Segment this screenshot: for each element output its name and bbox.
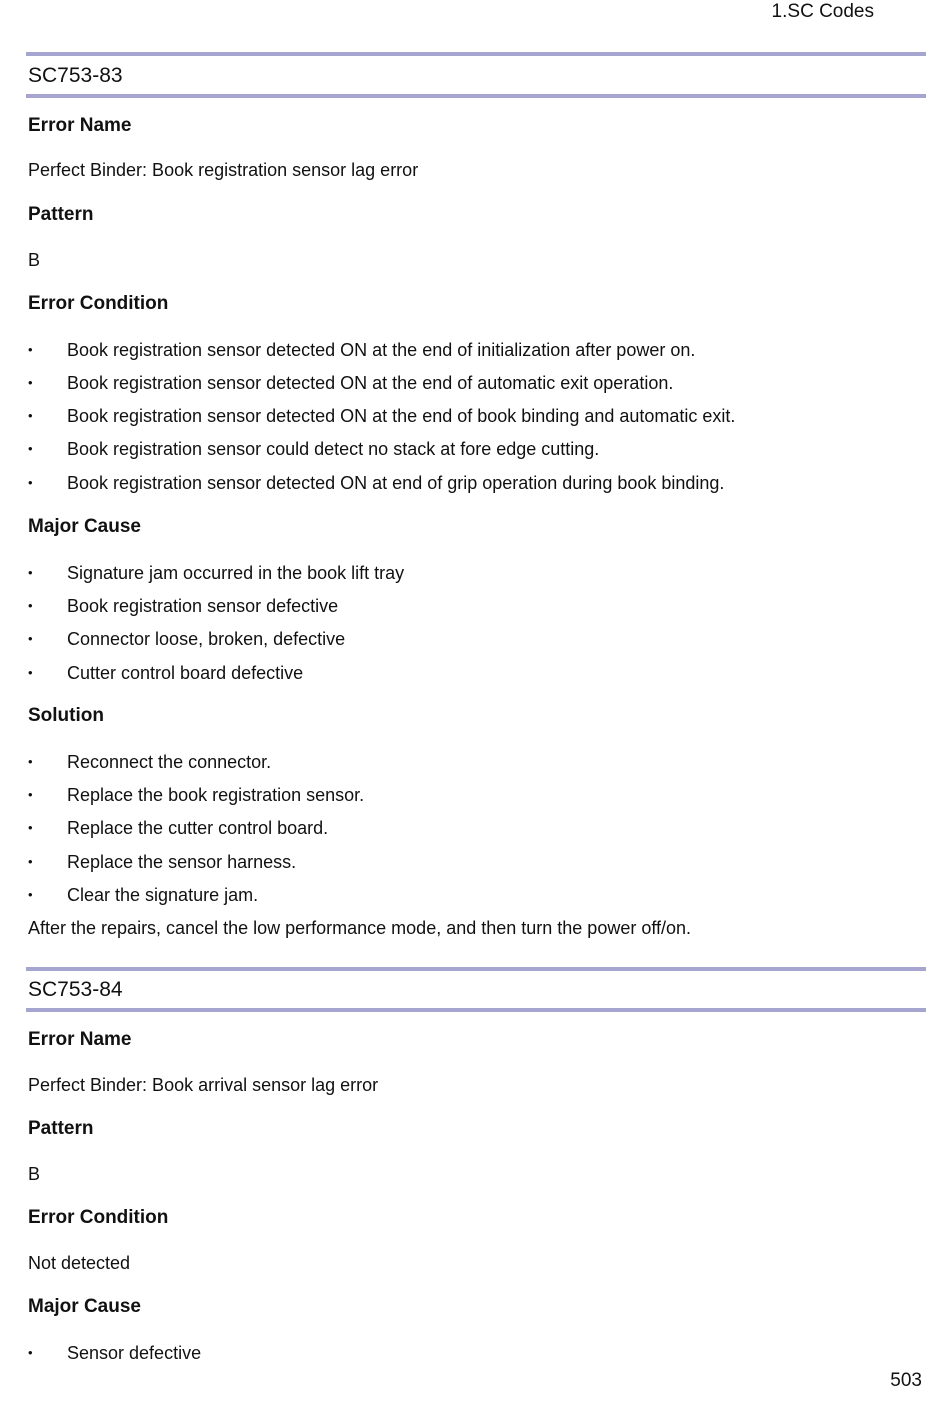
error-condition-heading: Error Condition bbox=[28, 293, 169, 314]
error-name-text: Perfect Binder: Book arrival sensor lag error bbox=[28, 1075, 379, 1095]
error-name-text: Perfect Binder: Book registration sensor lag error bbox=[28, 160, 419, 180]
bullet-icon: • bbox=[28, 854, 33, 869]
sc-code-title: SC753-83 bbox=[28, 64, 123, 87]
section-bottom-rule bbox=[26, 94, 926, 98]
bullet-icon: • bbox=[28, 887, 33, 902]
bullet-icon: • bbox=[28, 631, 33, 646]
running-header: 1.SC Codes bbox=[771, 1, 874, 22]
repair-note: After the repairs, cancel the low performance mode, and then turn the power off/on. bbox=[28, 918, 692, 938]
bullet-icon: • bbox=[28, 787, 33, 802]
bullet-icon: • bbox=[28, 408, 33, 423]
error-name-heading: Error Name bbox=[28, 115, 132, 136]
bullet-icon: • bbox=[28, 475, 33, 490]
error-name-heading: Error Name bbox=[28, 1029, 132, 1050]
bullet-icon: • bbox=[28, 1345, 33, 1360]
bullet-icon: • bbox=[28, 754, 33, 769]
error-condition-text: Not detected bbox=[28, 1253, 131, 1273]
major-cause-heading: Major Cause bbox=[28, 1296, 141, 1317]
bullet-icon: • bbox=[28, 565, 33, 580]
solution-heading: Solution bbox=[28, 705, 104, 726]
sc-code-title: SC753-84 bbox=[28, 978, 123, 1001]
page-number: 503 bbox=[890, 1370, 922, 1391]
pattern-text: B bbox=[28, 250, 41, 270]
section-top-rule bbox=[26, 967, 926, 971]
bullet-icon: • bbox=[28, 820, 33, 835]
bullet-icon: • bbox=[28, 598, 33, 613]
bullet-icon: • bbox=[28, 375, 33, 390]
bullet-icon: • bbox=[28, 665, 33, 680]
error-condition-heading: Error Condition bbox=[28, 1207, 169, 1228]
pattern-heading: Pattern bbox=[28, 1118, 94, 1139]
bullet-icon: • bbox=[28, 342, 33, 357]
pattern-text: B bbox=[28, 1164, 41, 1184]
pattern-heading: Pattern bbox=[28, 204, 94, 225]
section-top-rule bbox=[26, 52, 926, 56]
section-bottom-rule bbox=[26, 1008, 926, 1012]
bullet-icon: • bbox=[28, 441, 33, 456]
major-cause-heading: Major Cause bbox=[28, 516, 141, 537]
